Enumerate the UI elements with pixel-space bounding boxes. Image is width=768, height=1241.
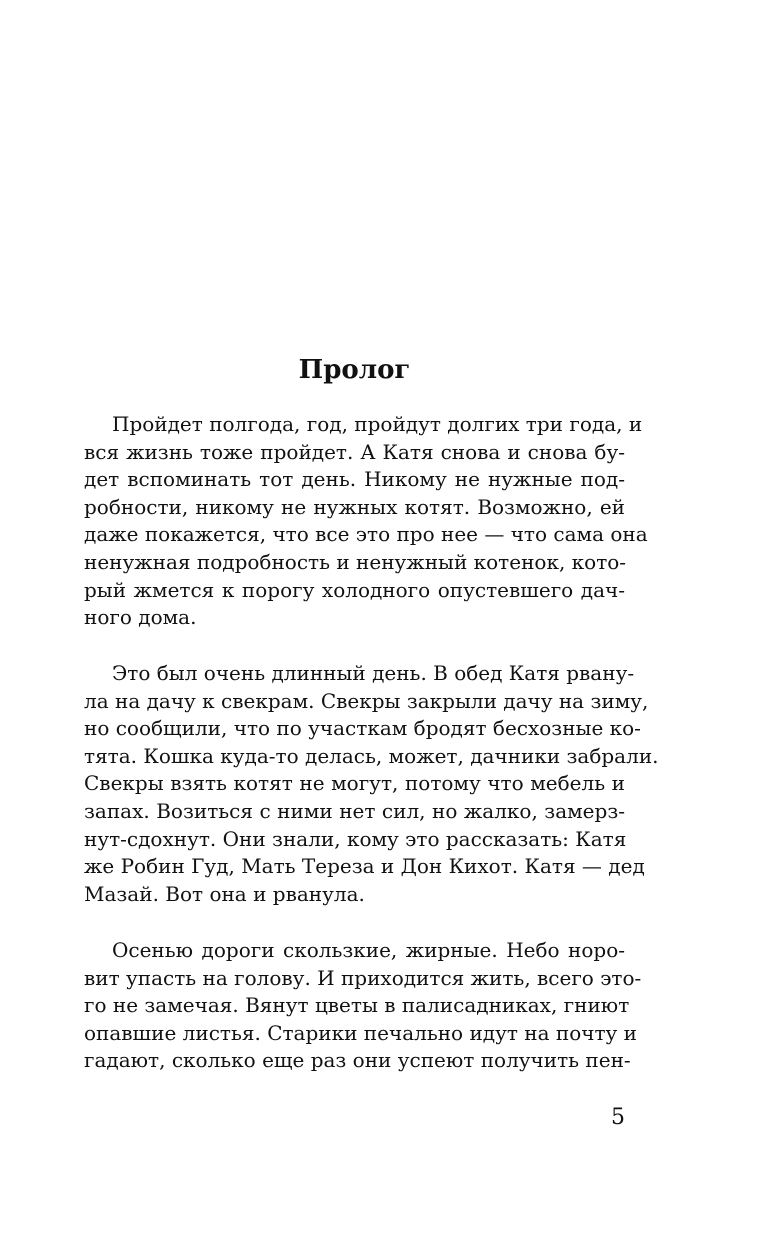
text-line: рый жмется к порогу холодного опустевшего дач- xyxy=(84,577,625,602)
paragraph-3 xyxy=(84,937,642,1075)
page-number: 5 xyxy=(611,1105,625,1130)
text-line: Это был очень длинный день. В обед Катя рвану- xyxy=(112,661,635,685)
paragraph-2 xyxy=(84,660,659,908)
text-line: нут-сдохнут. Они знали, кому это рассказать: Катя xyxy=(84,826,627,851)
text-line: запах. Возиться с ними нет сил, но жалко, замерз- xyxy=(84,798,625,823)
text-line: вся жизнь тоже пройдет. А Катя снова и снова бу- xyxy=(84,439,625,464)
text-line: робности, никому не нужных котят. Возможно, ей xyxy=(84,494,625,519)
text-line: ного дома. xyxy=(84,605,197,630)
text-line: гадают, сколько еще раз они успеют получить пен- xyxy=(84,1048,631,1073)
text-line: ла на дачу к свекрам. Свекры закрыли дачу на зиму, xyxy=(84,688,649,713)
text-line: Мазай. Вот она и рванула. xyxy=(84,881,365,906)
text-line: Пройдет полгода, год, пройдут долгих три года, и xyxy=(112,412,643,436)
text-line: го не замечая. Вянут цветы в палисадниках, гниют xyxy=(84,993,630,1018)
text-line: опавшие листья. Старики печально идут на почту и xyxy=(84,1020,637,1045)
text-line: ненужная подробность и ненужный котенок, кото- xyxy=(84,549,627,574)
text-line: но сообщили, что по участкам бродят бесхозные ко- xyxy=(84,716,641,741)
text-line: дет вспоминать тот день. Никому не нужные под- xyxy=(84,467,625,492)
text-line: тята. Кошка куда-то делась, может, дачники забрали. xyxy=(84,743,659,768)
text-line: Свекры взять котят не могут, потому что мебель и xyxy=(84,771,625,796)
chapter-title: Пролог xyxy=(298,355,411,385)
text-line: же Робин Гуд, Мать Тереза и Дон Кихот. Катя — дед xyxy=(84,854,645,879)
book-page xyxy=(84,0,659,1241)
text-line: даже покажется, что все это про нее — что сама она xyxy=(84,522,648,547)
text-line: Осенью дороги скользкие, жирные. Небо норо- xyxy=(112,938,625,962)
paragraph-1 xyxy=(84,411,648,632)
text-line: вит упасть на голову. И приходится жить, всего это- xyxy=(84,965,642,990)
